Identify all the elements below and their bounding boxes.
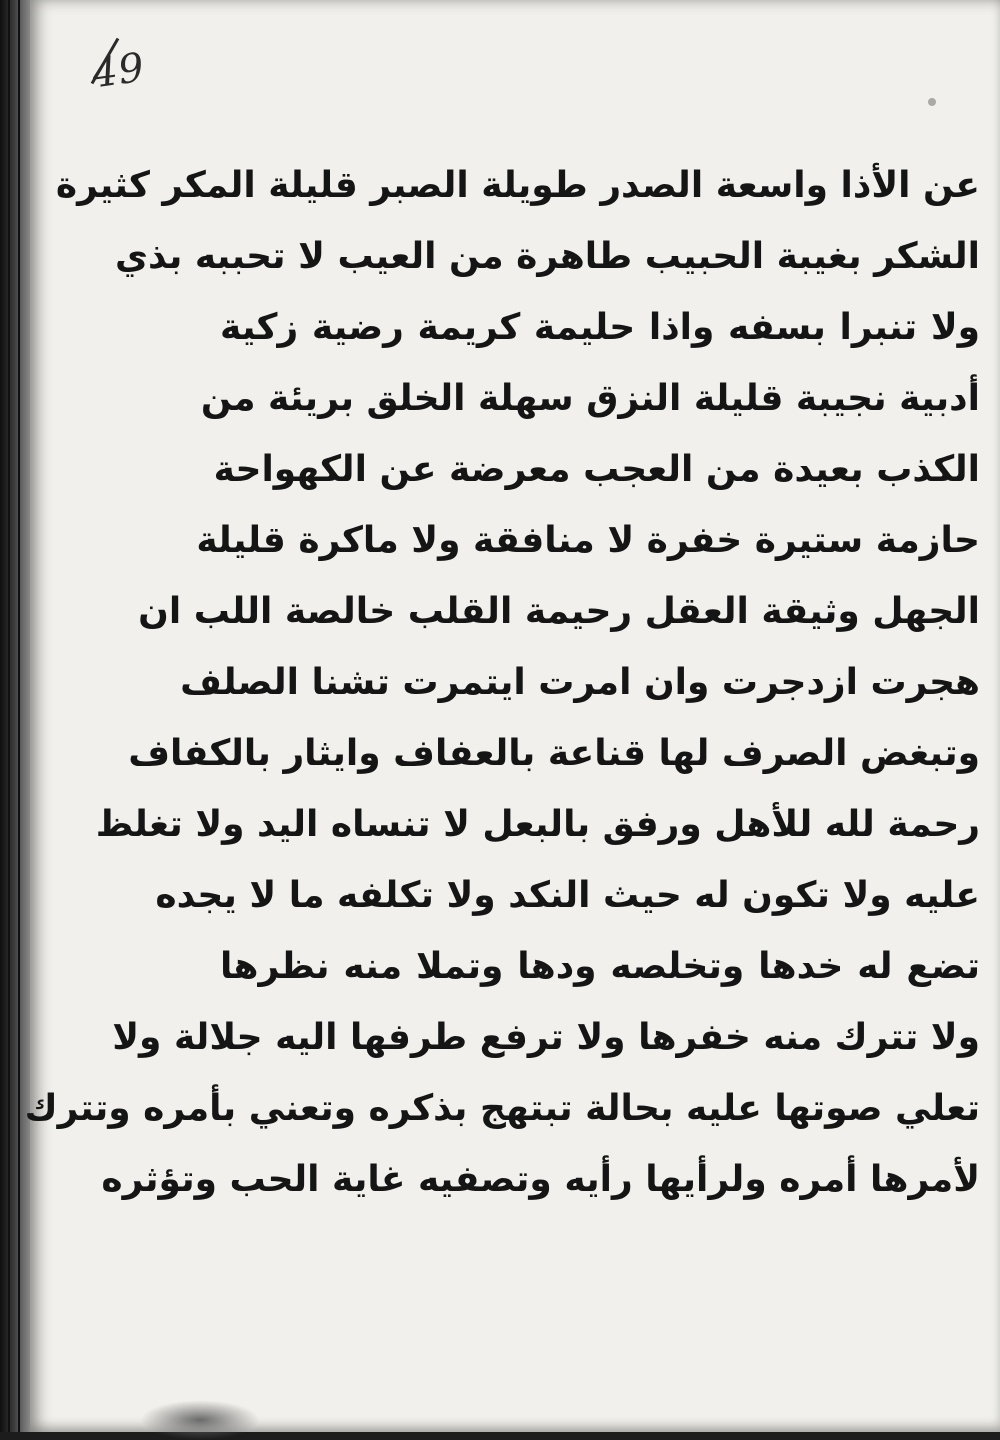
manuscript-page — [24, 0, 1000, 1432]
text-line-6: حازمة ستيرة خفرة لا منافقة ولا ماكرة قليلة — [196, 520, 980, 561]
text-line-13: ولا تترك منه خفرها ولا ترفع طرفها اليه جلالة ولا — [112, 1017, 980, 1058]
binding-edge-line — [8, 0, 10, 1432]
text-line-15: لأمرها أمره ولرأيها رأيه وتصفيه غاية الحب وتؤثره — [101, 1159, 980, 1200]
text-line-12: تضع له خدها وتخلصه ودها وتملا منه نظرها — [220, 946, 980, 987]
text-line-7: الجهل وثيقة العقل رحيمة القلب خالصة اللب ان — [138, 591, 980, 632]
text-line-14: تعلي صوتها عليه بحالة تبتهج بذكره وتعني بأمره وتترك — [24, 1088, 980, 1129]
text-line-3: ولا تنبرا بسفه واذا حليمة كريمة رضية زكية — [220, 307, 980, 348]
text-line-4: أدبية نجيبة قليلة النزق سهلة الخلق بريئة من — [200, 378, 980, 419]
binding-edge-line — [18, 0, 20, 1432]
text-line-2: الشكر بغيبة الحبيب طاهرة من العيب لا تحببه بذي — [115, 236, 980, 277]
text-line-8: هجرت ازدجرت وان امرت ايتمرت تشنا الصلف — [180, 662, 980, 703]
text-line-9: وتبغض الصرف لها قناعة بالعفاف وايثار بالكفاف — [128, 733, 980, 774]
text-line-10: رحمة لله للأهل ورفق بالبعل لا تنساه اليد ولا تغلظ — [95, 804, 980, 845]
book-binding-edge — [0, 0, 34, 1432]
scan-smudge — [140, 1400, 260, 1440]
text-line-11: عليه ولا تكون له حيث النكد ولا تكلفه ما لا يجده — [155, 875, 980, 916]
text-line-1: عن الأذا واسعة الصدر طويلة الصبر قليلة المكر كثيرة — [55, 165, 980, 206]
manuscript-text-block — [24, 150, 980, 1290]
ink-speck — [928, 98, 936, 106]
text-line-5: الكذب بعيدة من العجب معرضة عن الكهواحة — [213, 449, 980, 490]
page-number: 49 — [89, 44, 148, 98]
